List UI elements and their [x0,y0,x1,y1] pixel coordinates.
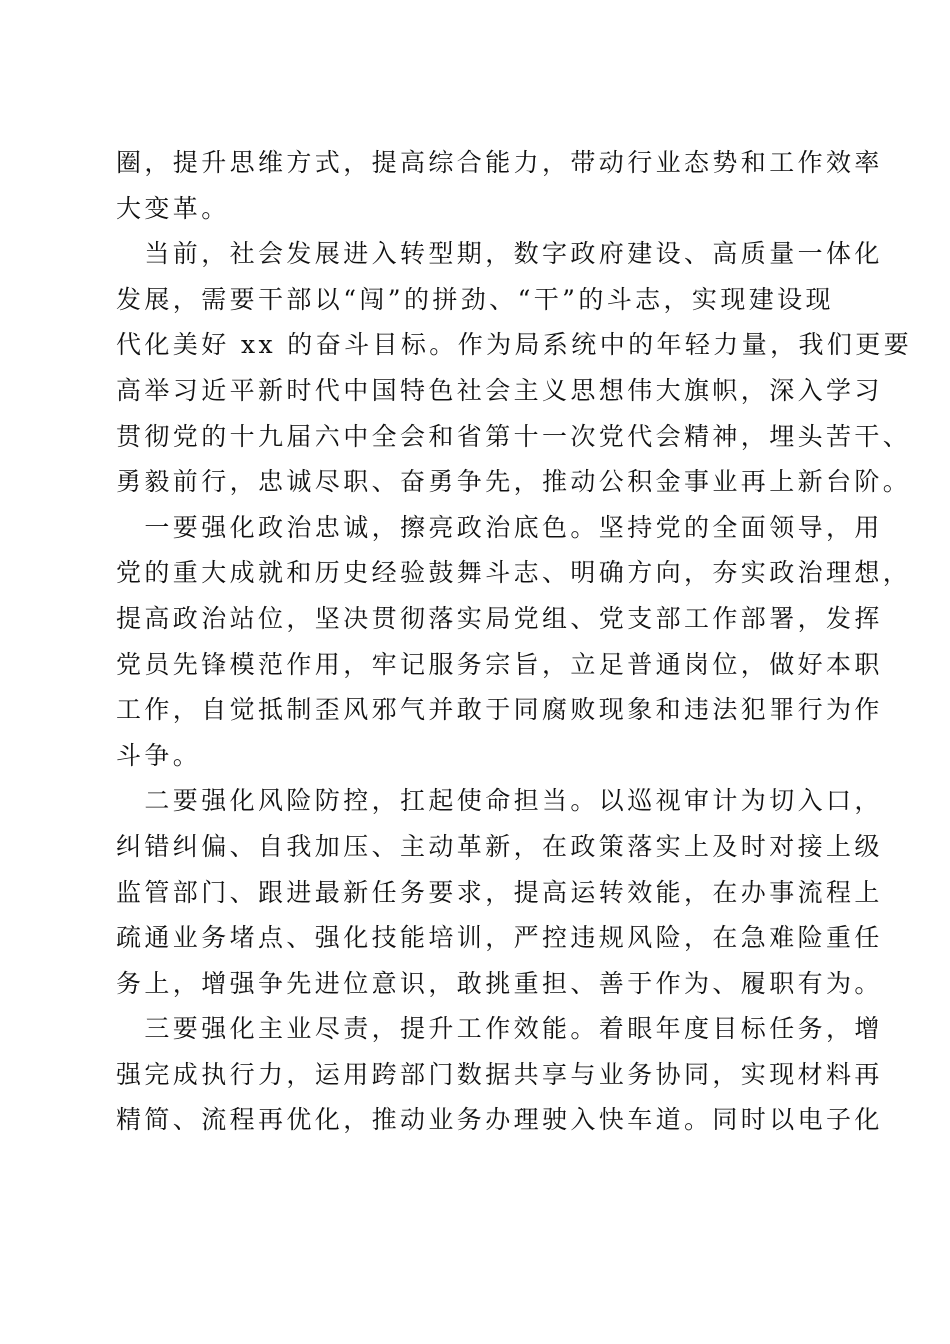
text-line: 疏通业务堵点、强化技能培训，严控违规风险，在急难险重任 [116,923,883,953]
text-line: 圈，提升思维方式，提高综合能力，带动行业态势和工作效率 [116,148,883,177]
text-line: 务上，增强争先进位意识，敢挑重担、善于作为、履职有为。 [116,968,883,998]
text-line: 强完成执行力，运用跨部门数据共享与业务协同，实现材料再 [116,1059,883,1089]
text-line: 监管部门、跟进最新任务要求，提高运转效能，在办事流程上 [116,877,883,907]
text-line: 勇毅前行，忠诚尽职、奋勇争先，推动公积金事业再上新台阶。 [116,467,912,497]
text-line: 高举习近平新时代中国特色社会主义思想伟大旗帜，深入学习 [116,375,883,405]
text-line: 工作，自觉抵制歪风邪气并敢于同腐败现象和违法犯罪行为作 [116,695,883,725]
text-line: 大变革。 [116,193,230,223]
text-line: 斗争。 [116,740,202,770]
text-line: 三要强化主业尽责，提升工作效能。着眼年度目标任务，增 [116,1014,883,1044]
text-line: 二要强化风险防控，扛起使命担当。以巡视审计为切入口， [116,786,883,816]
text-line: 党员先锋模范作用，牢记服务宗旨，立足普通岗位，做好本职 [116,649,883,679]
text-line: 纠错纠偏、自我加压、主动革新，在政策落实上及时对接上级 [116,831,883,861]
text-line: 发展，需要干部以“闯”的拼劲、“干”的斗志，实现建设现 [116,284,834,314]
document-body [116,140,913,1143]
text-line: 贯彻党的十九届六中全会和省第十一次党代会精神，埋头苦干、 [116,421,912,451]
text-line: 当前，社会发展进入转型期，数字政府建设、高质量一体化 [116,239,883,269]
text-line: 党的重大成就和历史经验鼓舞斗志、明确方向，夯实政治理想， [116,558,912,588]
text-line: 提高政治站位，坚决贯彻落实局党组、党支部工作部署，发挥 [116,603,883,633]
text-line: 代化美好 xx 的奋斗目标。作为局系统中的年轻力量，我们更要 [116,330,913,360]
text-line: 精简、流程再优化，推动业务办理驶入快车道。同时以电子化 [116,1105,883,1135]
text-line: 一要强化政治忠诚，擦亮政治底色。坚持党的全面领导，用 [116,512,883,542]
